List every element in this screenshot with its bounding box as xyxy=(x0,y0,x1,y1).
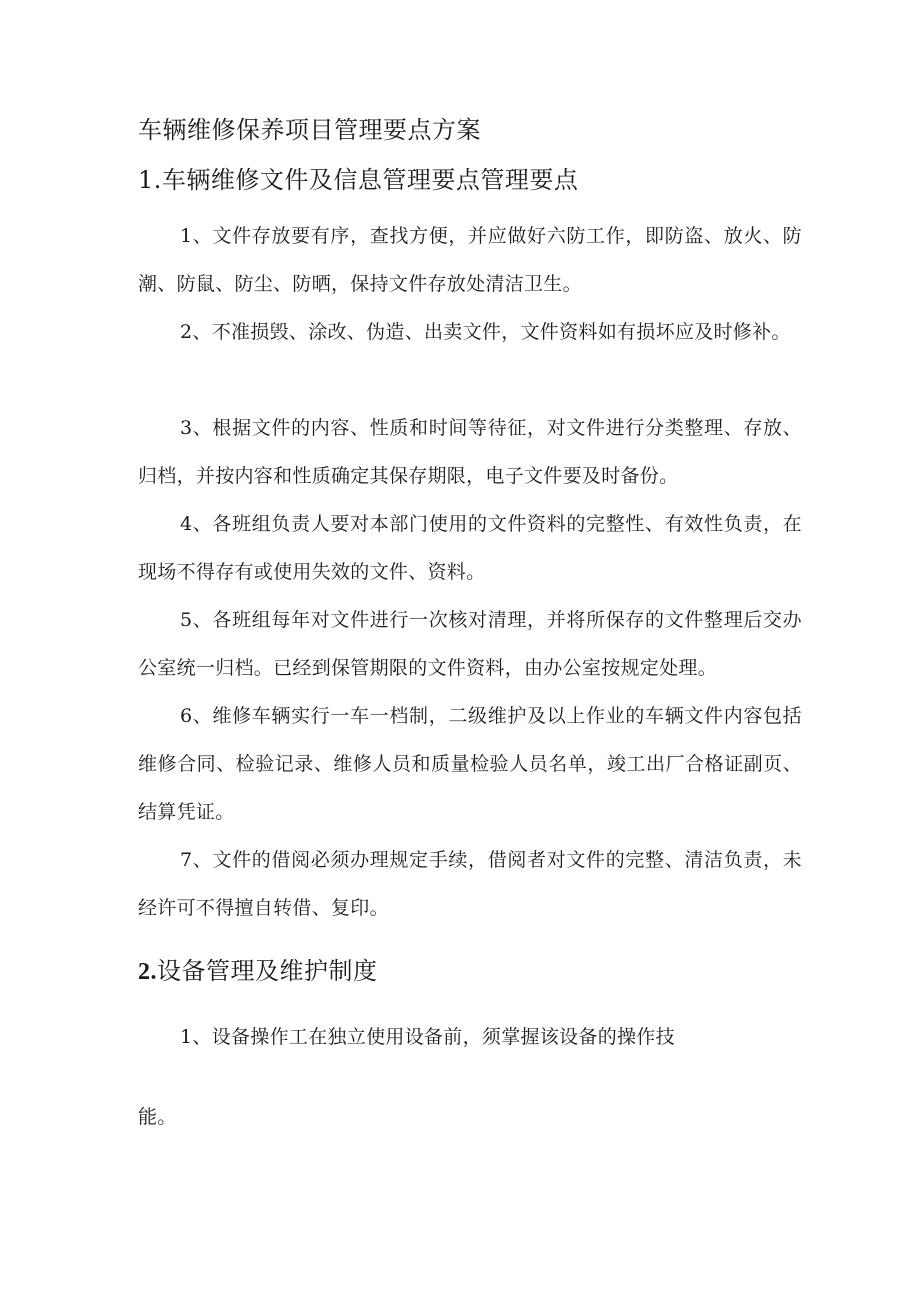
document-title: 车辆维修保养项目管理要点方案 xyxy=(138,116,481,144)
section-2-paragraph-1-continuation: 能。 xyxy=(138,1106,177,1128)
section-1-title: 1.车辆维修文件及信息管理要点管理要点 xyxy=(138,166,579,194)
section-1-paragraph-1: 1、文件存放要有序，查找方便，并应做好六防工作，即防盗、放火、防潮、防鼠、防尘、防晒，保持文件存放处清洁卫生。 xyxy=(138,225,802,295)
section-1-paragraph-3: 3、根据文件的内容、性质和时间等待征，对文件进行分类整理、存放、归档，并按内容和性质确定其保存期限，电子文件要及时备份。 xyxy=(138,417,802,487)
section-1-paragraph-4: 4、各班组负责人要对本部门使用的文件资料的完整性、有效性负责，在现场不得存有或使用失效的文件、资料。 xyxy=(138,513,802,583)
section-1-paragraph-7: 7、文件的借阅必须办理规定手续，借阅者对文件的完整、清洁负责，未经许可不得擅自转借、复印。 xyxy=(138,849,802,919)
section-1-paragraph-6: 6、维修车辆实行一车一档制，二级维护及以上作业的车辆文件内容包括维修合同、检验记录、维修人员和质量检验人员名单，竣工出厂合格证副页、结算凭证。 xyxy=(138,705,802,823)
section-2-title xyxy=(138,954,378,989)
section-2-number: 2. xyxy=(138,959,157,985)
section-1-paragraph-5: 5、各班组每年对文件进行一次核对清理，并将所保存的文件整理后交办公室统一归档。已经到保管期限的文件资料，由办公室按规定处理。 xyxy=(138,609,802,679)
section-2-title-text: 设备管理及维护制度 xyxy=(157,957,378,985)
section-1-paragraph-2: 2、不准损毁、涂改、伪造、出卖文件，文件资料如有损坏应及时修补。 xyxy=(180,321,791,343)
section-2-paragraph-1: 1、设备操作工在独立使用设备前，须掌握该设备的操作技 xyxy=(180,1026,675,1048)
